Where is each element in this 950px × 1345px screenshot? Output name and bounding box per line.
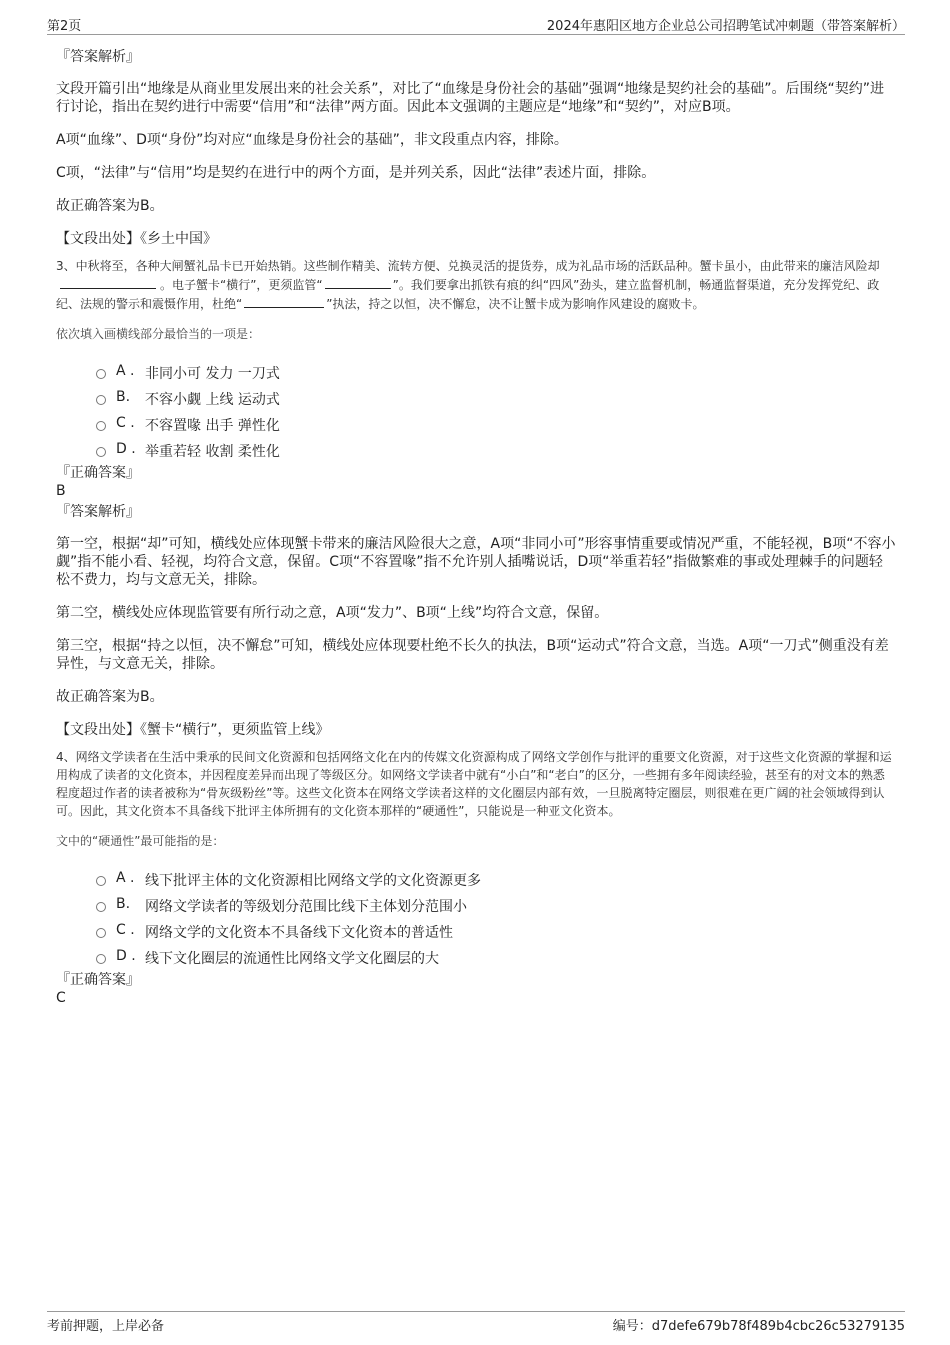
q2-analysis-para-1: 文段开篇引出“地缘是从商业里发展出来的社会关系”，对比了“血缘是身份社会的基础”强调“地缘是契约社会的基础”。后围绕“契约”进行讨论，指出在契约进行中需要“信用”和“法律”两方面。因此本文强调的主题应是“地缘”和“契约”，对应B项。 <box>56 81 885 115</box>
q4-option-d[interactable] <box>56 945 896 971</box>
option-letter: C . <box>116 415 135 431</box>
q4-options <box>56 867 896 971</box>
radio-icon[interactable] <box>96 954 106 964</box>
option-letter: A . <box>116 870 135 886</box>
option-letter: B. <box>116 389 131 405</box>
radio-icon[interactable] <box>96 902 106 912</box>
q3-question-text <box>56 257 896 313</box>
option-letter: D . <box>116 948 136 964</box>
q3-analysis-para-4: 故正确答案为B。 <box>56 689 164 705</box>
q3-analysis-label: 『答案解析』 <box>56 504 140 520</box>
q4-option-a[interactable] <box>56 867 896 893</box>
document-title: 2024年惠阳区地方企业总公司招聘笔试冲刺题（带答案解析） <box>546 19 905 34</box>
q3-analysis-para-1: 第一空，根据“却”可知，横线处应体现蟹卡带来的廉洁风险很大之意，A项“非同小可”形容事情重要或情况严重，不能轻视，B项“不容小觑”指不能小看、轻视，均符合文意，保留。C项“不容置喙”指不允许别人插嘴说话，D项“举重若轻”指做繁难的事或处理棘手的问题轻松不费力，均与文意无关，排除。 <box>56 536 896 588</box>
q3-blank-2 <box>325 275 391 289</box>
option-text: 线下文化圈层的流通性比网络文学文化圈层的大 <box>145 951 439 967</box>
option-text: 网络文学读者的等级划分范围比线下主体划分范围小 <box>145 899 467 915</box>
footer-slogan: 考前押题，上岸必备 <box>47 1319 165 1334</box>
page-number: 第2页 <box>47 19 82 34</box>
q3-blank-1 <box>60 275 156 289</box>
q3-blank-3 <box>244 294 324 308</box>
q4-option-c[interactable] <box>56 919 896 945</box>
q3-prompt: 依次填入画横线部分最恰当的一项是： <box>56 327 261 341</box>
q4-question-text: 4、网络文学读者在生活中秉承的民间文化资源和包括网络文化在内的传媒文化资源构成了网络文学创作与批评的重要文化资源，对于这些文化资源的掌握和运用构成了读者的文化资本，并因程度差异而出现了等级区分。如网络文学读者中就有“小白”和“老白”的区分，一些拥有多年阅读经验，甚至有的对文本的熟悉程度超过作者的读者被称为“骨灰级粉丝”等。这些文化资本在网络文学读者这样的文化圈层内部有效，一旦脱离特定圈层，则很难在更广阔的社会领域得到认可。因此，其文化资本不具备线下批评主体所拥有的文化资本那样的“硬通性”，只能说是一种亚文化资本。 <box>56 750 892 818</box>
q3-option-b[interactable] <box>56 386 896 412</box>
page-footer <box>47 1311 905 1334</box>
q3-option-d[interactable] <box>56 438 896 464</box>
q4-option-b[interactable] <box>56 893 896 919</box>
radio-icon[interactable] <box>96 395 106 405</box>
q3-analysis-para-2: 第二空，横线处应体现监管要有所行动之意，A项“发力”、B项“上线”均符合文意，保留。 <box>56 605 609 621</box>
q3-option-c[interactable] <box>56 412 896 438</box>
q4-answer: C <box>56 990 66 1006</box>
q3-answer-label: 『正确答案』 <box>56 465 140 481</box>
q3-answer: B <box>56 483 66 499</box>
radio-icon[interactable] <box>96 876 106 886</box>
q2-analysis-para-4: 故正确答案为B。 <box>56 198 164 214</box>
option-letter: D . <box>116 441 136 457</box>
q3-option-a[interactable] <box>56 360 896 386</box>
option-letter: C . <box>116 922 135 938</box>
document-id: 编号：d7defe679b78f489b4cbc26c53279135 <box>612 1319 905 1334</box>
q3-text-seg-3: ”。我们要拿出抓铁有痕的纠“四风”劲头，建立监督机制，畅通监督渠道，充分发挥党纪、政纪、法规的警示和震慑作用，杜绝“ <box>56 278 880 311</box>
page-content <box>56 46 896 1007</box>
q3-text-seg-4: ”执法，持之以恒，决不懈怠，决不让蟹卡成为影响作风建设的腐败卡。 <box>326 297 705 311</box>
q3-options <box>56 360 896 464</box>
q4-answer-label: 『正确答案』 <box>56 972 140 988</box>
option-text: 举重若轻 收割 柔性化 <box>145 444 280 460</box>
option-text: 非同小可 发力 一刀式 <box>145 366 280 382</box>
q2-source: 【文段出处】《乡土中国》 <box>56 231 217 247</box>
page-header <box>47 12 905 35</box>
q2-analysis-para-2: A项“血缘”、D项“身份”均对应“血缘是身份社会的基础”，非文段重点内容，排除。 <box>56 132 568 148</box>
option-text: 线下批评主体的文化资源相比网络文学的文化资源更多 <box>145 873 481 889</box>
option-text: 网络文学的文化资本不具备线下文化资本的普适性 <box>145 925 453 941</box>
q3-source: 【文段出处】《蟹卡“横行”，更须监管上线》 <box>56 722 330 738</box>
q2-analysis-label: 『答案解析』 <box>56 49 140 65</box>
radio-icon[interactable] <box>96 928 106 938</box>
q3-text-seg-1: 3、中秋将至，各种大闸蟹礼品卡已开始热销。这些制作精美、流转方便、兑换灵活的提货券，成为礼品市场的活跃品种。蟹卡虽小，由此带来的廉洁风险却 <box>56 259 880 273</box>
option-letter: B. <box>116 896 131 912</box>
option-text: 不容置喙 出手 弹性化 <box>145 418 280 434</box>
option-letter: A . <box>116 363 135 379</box>
radio-icon[interactable] <box>96 421 106 431</box>
q3-analysis-para-3: 第三空，根据“持之以恒，决不懈怠”可知，横线处应体现要杜绝不长久的执法，B项“运动式”符合文意，当选。A项“一刀式”侧重没有差异性，与文意无关，排除。 <box>56 638 889 672</box>
option-text: 不容小觑 上线 运动式 <box>145 392 280 408</box>
radio-icon[interactable] <box>96 447 106 457</box>
radio-icon[interactable] <box>96 369 106 379</box>
q2-analysis-para-3: C项，“法律”与“信用”均是契约在进行中的两个方面，是并列关系，因此“法律”表述片面，排除。 <box>56 165 656 181</box>
q3-text-seg-2: 。电子蟹卡“横行”，更须监管“ <box>160 278 323 292</box>
q4-prompt: 文中的“硬通性”最可能指的是： <box>56 834 225 848</box>
